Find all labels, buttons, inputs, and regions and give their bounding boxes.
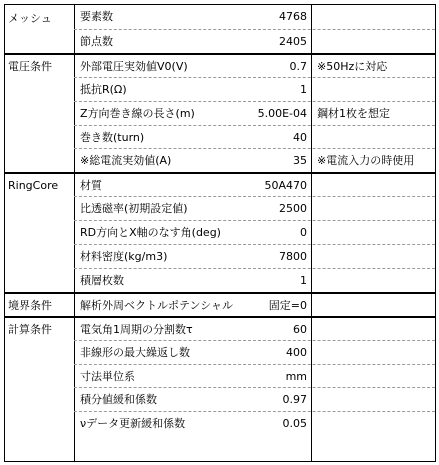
param-note[interactable]: 鋼材1枚を想定 [317, 106, 390, 120]
param-label[interactable]: 非線形の最大繰返し数 [80, 345, 190, 359]
param-label[interactable]: 材質 [80, 179, 102, 193]
param-label[interactable]: 要素数 [80, 10, 113, 23]
table-row [74, 244, 435, 269]
param-value[interactable]: 35 [293, 154, 307, 168]
param-value[interactable]: 4768 [279, 10, 307, 23]
param-label[interactable]: 巻き数(turn) [80, 130, 145, 144]
table-row [74, 220, 435, 245]
param-label[interactable]: 節点数 [80, 34, 113, 48]
param-label[interactable]: 解析外周ベクトルポテンシャル [80, 298, 233, 312]
table-row [5, 5, 435, 29]
table-row [5, 172, 435, 198]
param-value[interactable]: 0 [300, 226, 307, 240]
param-label[interactable]: 抵抗R(Ω) [80, 82, 127, 96]
param-value[interactable]: 0.7 [289, 59, 307, 73]
table-row [74, 101, 435, 126]
section-name: 電圧条件 [8, 59, 52, 73]
param-value[interactable]: 0.05 [282, 417, 307, 431]
parameter-sheet [4, 4, 436, 462]
table-row [74, 268, 435, 293]
param-value[interactable]: 2500 [279, 202, 307, 216]
table-row [74, 387, 435, 412]
table-row [5, 316, 435, 342]
param-label[interactable]: 積分値緩和係数 [80, 393, 157, 407]
param-label[interactable]: 比透磁率(初期設定値) [80, 202, 188, 216]
param-label[interactable]: 材料密度(kg/m3) [80, 250, 168, 263]
table-row [5, 53, 435, 79]
param-value[interactable]: 固定=0 [268, 298, 307, 312]
param-value[interactable]: 5.00E-04 [257, 106, 307, 120]
param-label[interactable]: Z方向巻き線の長さ(m) [80, 106, 195, 120]
param-label[interactable]: 外部電圧実効値V0(V) [80, 59, 188, 73]
section-name: メッシュ [8, 12, 52, 25]
param-value[interactable]: 400 [286, 345, 307, 359]
param-value[interactable]: 50A470 [264, 179, 307, 193]
param-note[interactable]: ※電流入力の時使用 [317, 154, 415, 168]
section-name: 計算条件 [8, 322, 52, 336]
param-value[interactable]: 2405 [279, 34, 307, 48]
param-value[interactable]: 1 [300, 273, 307, 287]
param-value[interactable]: 40 [293, 130, 307, 144]
table-row [74, 364, 435, 389]
param-value[interactable]: mm [285, 369, 307, 383]
table-row [5, 292, 435, 318]
param-value[interactable]: 1 [300, 82, 307, 96]
param-label[interactable]: RD方向とX軸のなす角(deg) [80, 226, 221, 240]
table-row [74, 340, 435, 365]
param-label[interactable]: 寸法単位系 [80, 369, 135, 383]
param-value[interactable]: 60 [293, 322, 307, 336]
table-row [74, 196, 435, 221]
section-name: 境界条件 [8, 298, 52, 312]
table-row [74, 411, 435, 436]
param-label[interactable]: νデータ更新緩和係数 [80, 417, 186, 431]
table-row [74, 29, 435, 54]
param-value[interactable]: 0.97 [282, 393, 307, 407]
param-label[interactable]: ※総電流実効値(A) [80, 154, 172, 168]
param-value[interactable]: 7800 [279, 250, 307, 263]
table-row [74, 148, 435, 173]
param-label[interactable]: 電気角1周期の分割数τ [80, 322, 193, 336]
section-name: RingCore [8, 179, 59, 193]
table-row [74, 77, 435, 102]
table-row [74, 125, 435, 150]
param-note[interactable]: ※50Hzに対応 [317, 59, 388, 73]
param-label[interactable]: 積層枚数 [80, 273, 124, 287]
